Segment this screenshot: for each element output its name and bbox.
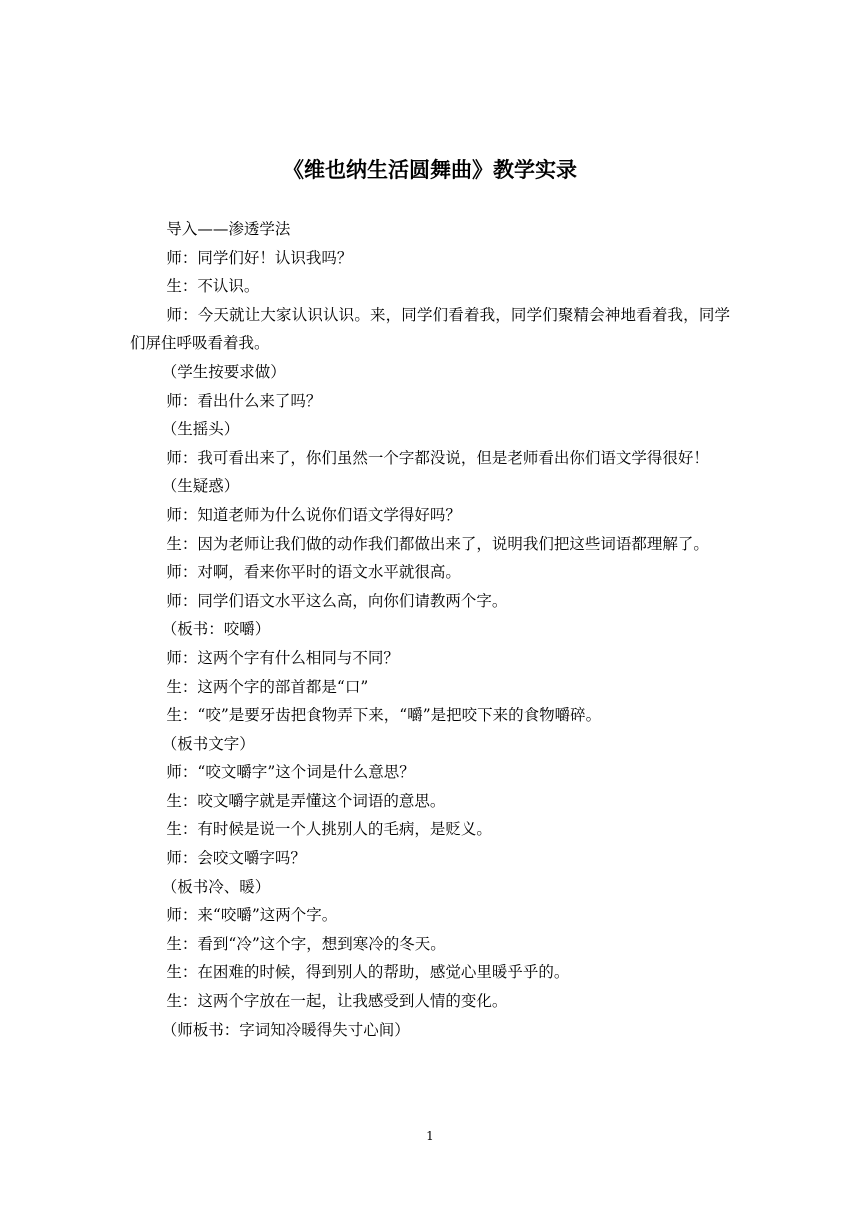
paragraph: 师：对啊，看来你平时的语文水平就很高。 [166, 563, 461, 582]
stage-direction: （学生按要求做） [161, 362, 286, 381]
paragraph: 师：来“咬嚼”这两个字。 [166, 906, 338, 925]
paragraph: 师：会咬文嚼字吗？ [166, 849, 306, 868]
stage-direction: （生疑惑） [161, 477, 240, 496]
paragraph: 生：在困难的时候，得到别人的帮助，感觉心里暖乎乎的。 [166, 963, 570, 982]
paragraph: 生：这两个字放在一起，让我感受到人情的变化。 [166, 992, 508, 1011]
stage-direction: （板书冷、暖） [161, 877, 271, 896]
paragraph: 师：同学们好！认识我吗？ [166, 248, 353, 267]
stage-direction: （师板书：字词知冷暖得失寸心间） [161, 1020, 410, 1039]
paragraph: 生：这两个字的部首都是“口” [166, 677, 369, 696]
paragraph: 师：看出什么来了吗？ [166, 391, 322, 410]
paragraph: 师：同学们语文水平这么高，向你们请教两个字。 [166, 591, 508, 610]
stage-direction: （板书：咬嚼） [161, 620, 271, 639]
paragraph: 师：知道老师为什么说你们语文学得好吗？ [166, 505, 461, 524]
paragraph: 师：我可看出来了，你们虽然一个字都没说，但是老师看出你们语文学得很好！ [166, 448, 709, 467]
paragraph: 生：“咬”是要牙齿把食物弄下来，“嚼”是把咬下来的食物嚼碎。 [166, 706, 602, 725]
document-title: 《维也纳生活圆舞曲》教学实录 [283, 158, 577, 182]
document-body [130, 215, 730, 1044]
stage-direction: （生摇头） [161, 420, 240, 439]
paragraph: 师：“咬文嚼字”这个词是什么意思？ [166, 763, 415, 782]
paragraph: 生：看到“冷”这个字，想到寒冷的冬天。 [166, 934, 446, 953]
page-number: 1 [426, 1129, 434, 1143]
paragraph: 生：咬文嚼字就是弄懂这个词语的意思。 [166, 791, 446, 810]
paragraph: 导入——渗透学法 [166, 220, 291, 238]
paragraph: 生：不认识。 [166, 277, 260, 296]
paragraph: 师：今天就让大家认识认识。来，同学们看着我，同学们聚精会神地看着我，同学们屏住呼吸看着我。 [130, 305, 730, 353]
paragraph: 生：有时候是说一个人挑别人的毛病，是贬义。 [166, 820, 492, 839]
stage-direction: （板书文字） [161, 734, 255, 753]
paragraph: 师：这两个字有什么相同与不同？ [166, 648, 399, 667]
paragraph: 生：因为老师让我们做的动作我们都做出来了，说明我们把这些词语都理解了。 [166, 534, 709, 553]
